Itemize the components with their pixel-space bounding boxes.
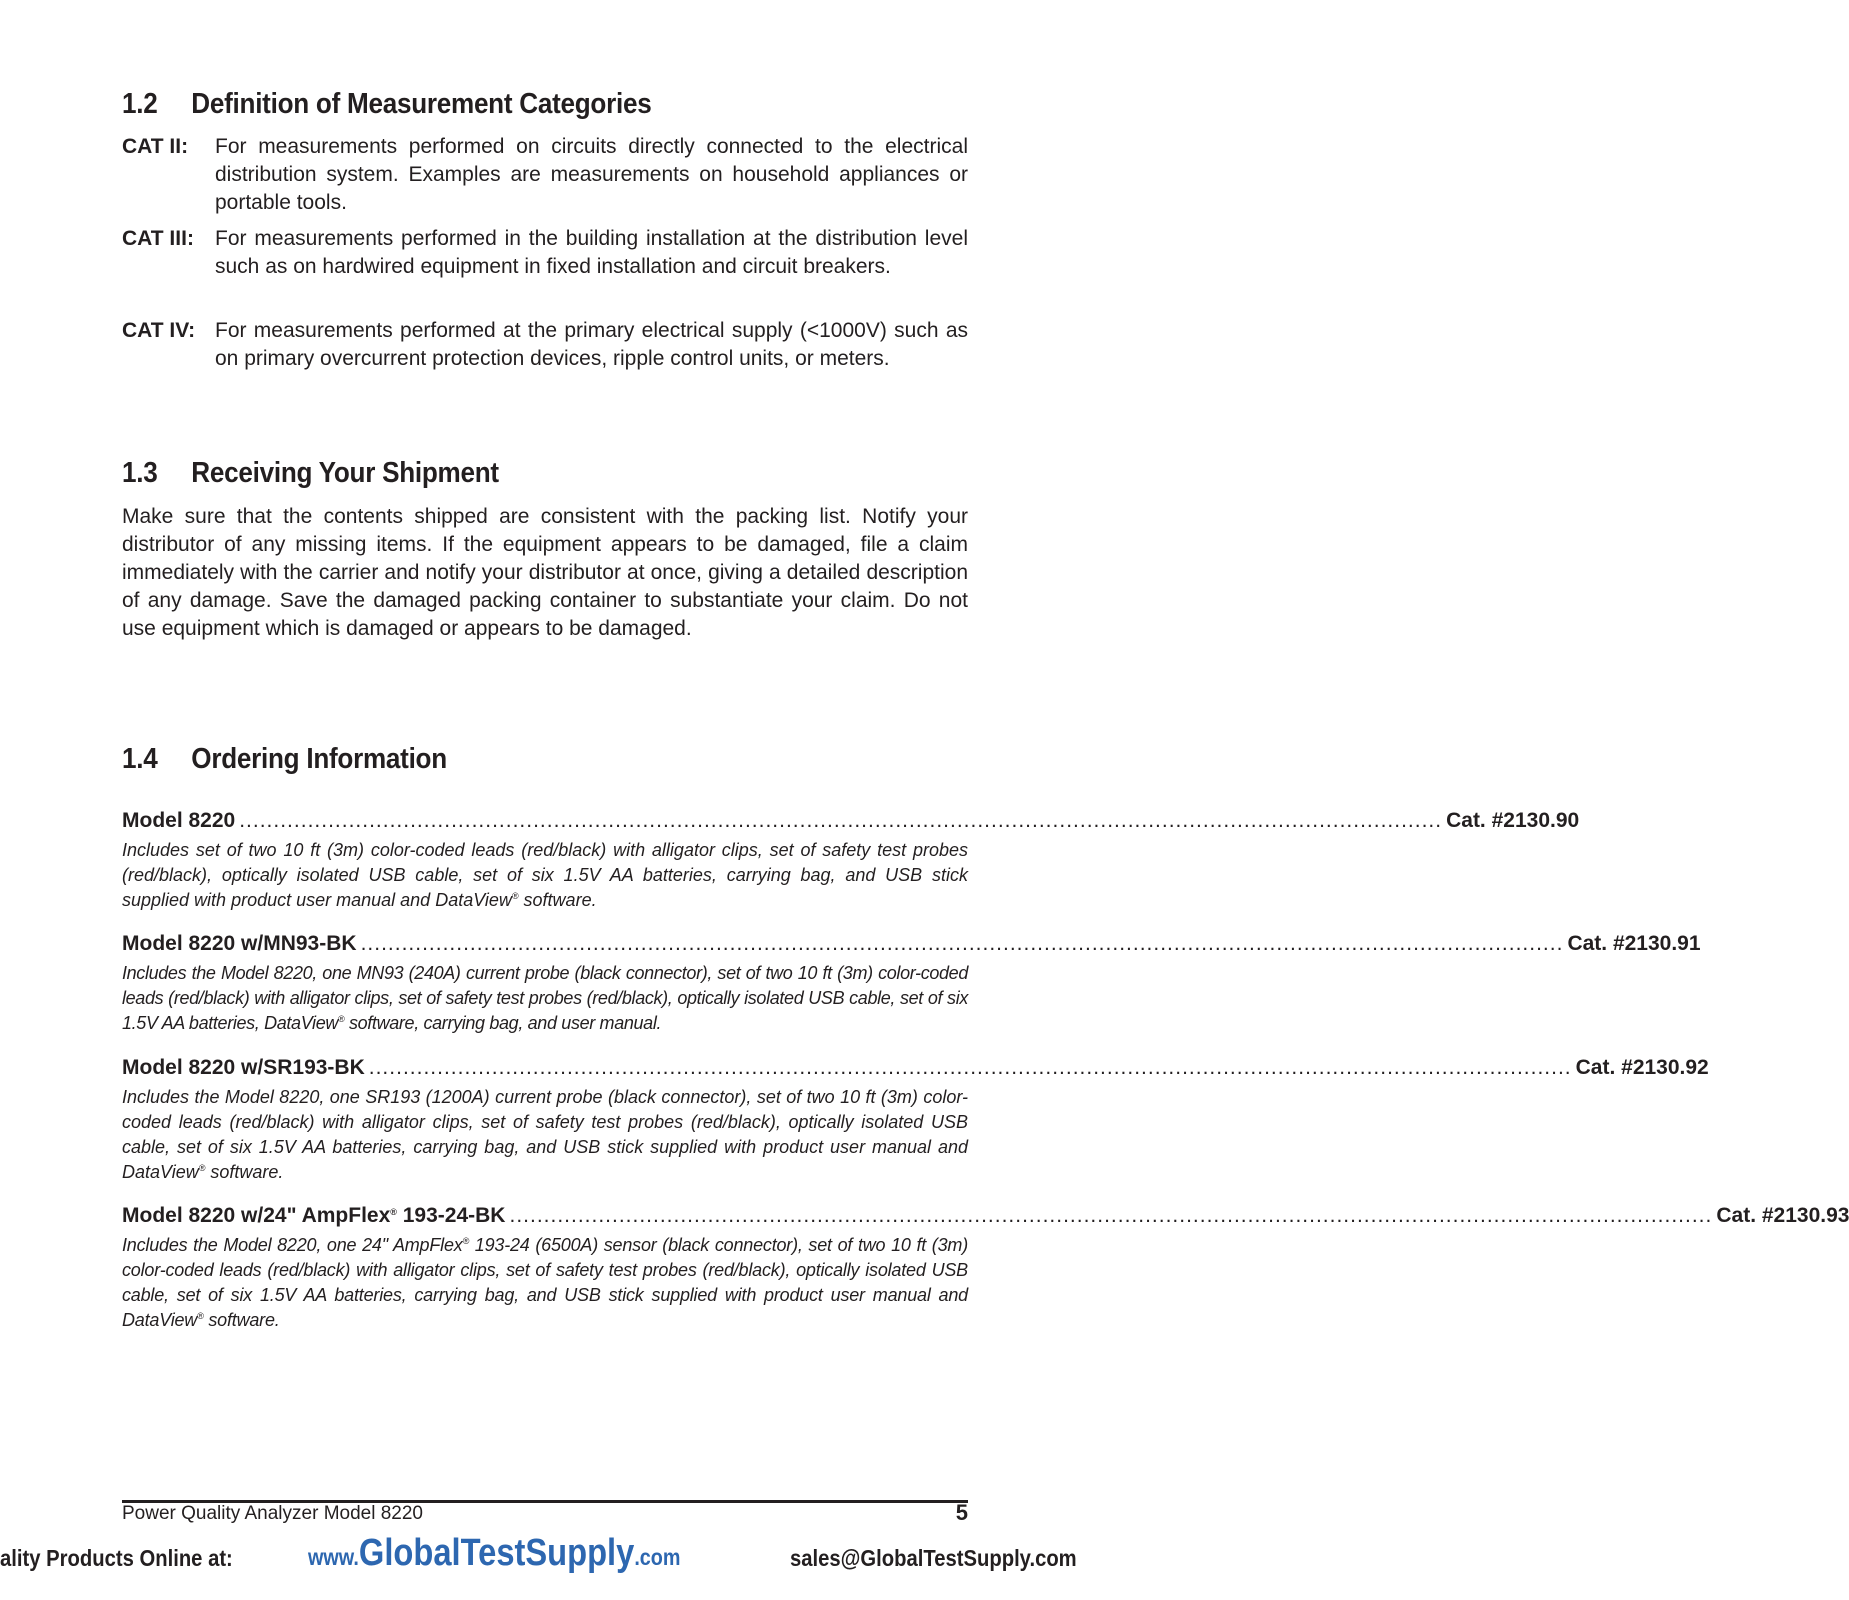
footer-title: Power Quality Analyzer Model 8220: [122, 1503, 423, 1524]
section-title: Ordering Information: [191, 743, 447, 775]
order-item-2130-93: [122, 1203, 1849, 1333]
order-item-2130-90: [122, 808, 1580, 913]
model-name: Model 8220 w/24" AmpFlex® 193-24-BK: [122, 1204, 506, 1227]
section-number: 1.2: [122, 88, 158, 120]
model-description: Includes set of two 10 ft (3m) color-coded leads (red/black) with alligator clips, set of safety test probes (red/black), optically isolated USB cable, set of six 1.5V AA batteries, carrying bag, and USB stick supplied with product user manual and DataView® software.: [122, 840, 968, 910]
catalog-number: Cat. #2130.91: [1567, 932, 1701, 955]
ad-banner-website-link[interactable]: www.GlobalTestSupply.com: [308, 1532, 681, 1574]
ad-banner-email-link[interactable]: sales@GlobalTestSupply.com: [790, 1545, 1077, 1571]
catalog-number: Cat. #2130.90: [1446, 809, 1580, 832]
leader-dots: [509, 1203, 1712, 1229]
cat-text: For measurements performed at the primary electrical supply (<1000V) such as on primary overcurrent protection devices, ripple control units, or meters.: [215, 319, 968, 370]
model-description: Includes the Model 8220, one SR193 (1200A) current probe (black connector), set of two 10 ft (3m) color-coded leads (red/black) with alligator clips, set of safety test probes (red/black), optically isolated USB cable, set of six 1.5V AA batteries, carrying bag, and USB stick supplied with product user manual and DataView® software.: [122, 1087, 968, 1182]
registered-mark: ®: [198, 1163, 206, 1173]
cat-text: For measurements performed in the building installation at the distribution level such as on hardwired equipment in fixed installation and circuit breakers.: [215, 227, 968, 278]
cat-label: CAT III:: [122, 227, 194, 250]
registered-mark: ®: [197, 1311, 204, 1321]
cat-iii-definition: [122, 225, 968, 281]
order-item-2130-91: [122, 931, 1701, 1036]
registered-mark: ®: [390, 1207, 397, 1217]
cat-label: CAT IV:: [122, 319, 196, 342]
cat-label: CAT II:: [122, 135, 189, 158]
registered-mark: ®: [462, 1236, 470, 1246]
model-name: Model 8220 w/SR193-BK: [122, 1056, 365, 1079]
section-heading-1-4: [122, 743, 447, 776]
registered-mark: ®: [338, 1014, 345, 1024]
model-name: Model 8220: [122, 809, 236, 832]
cat-text: For measurements performed on circuits directly connected to the electrical distribution system. Examples are measurements on household appliances or portable tools.: [215, 135, 968, 214]
ad-banner-tagline: ality Products Online at:: [0, 1545, 233, 1571]
section-heading-1-3: [122, 457, 499, 490]
catalog-number: Cat. #2130.93: [1716, 1204, 1849, 1227]
section-number: 1.4: [122, 743, 158, 775]
section-number: 1.3: [122, 457, 158, 489]
section-title: Receiving Your Shipment: [191, 457, 499, 489]
catalog-number: Cat. #2130.92: [1575, 1056, 1709, 1079]
model-description: Includes the Model 8220, one MN93 (240A) current probe (black connector), set of two 10 ft (3m) color-coded leads (red/black) with alligator clips, set of safety test probes (red/black), optically isolated USB cable, set of six 1.5V AA batteries, DataView® software, carrying bag, and user manual.: [122, 963, 968, 1033]
leader-dots: [369, 1055, 1572, 1081]
order-item-2130-92: [122, 1055, 1709, 1185]
leader-dots: [239, 808, 1442, 834]
page-number: 5: [955, 1500, 968, 1525]
model-description: Includes the Model 8220, one 24" AmpFlex® 193-24 (6500A) sensor (black connector), set of two 10 ft (3m) color-coded leads (red/black) with alligator clips, set of safety test probes (red/black), optically isolated USB cable, set of six 1.5V AA batteries, carrying bag, and USB stick supplied with product user manual and DataView® software.: [122, 1235, 968, 1330]
registered-mark: ®: [511, 891, 519, 901]
cat-ii-definition: [122, 133, 968, 217]
section-title: Definition of Measurement Categories: [191, 88, 652, 120]
model-name: Model 8220 w/MN93-BK: [122, 932, 357, 955]
cat-iv-definition: [122, 317, 968, 373]
leader-dots: [361, 931, 1564, 957]
shipment-paragraph: Make sure that the contents shipped are consistent with the packing list. Notify your distributor of any missing items. If the equipment appears to be damaged, file a claim immediately with the carrier and notify your distributor at once, giving a detailed description of any damage. Save the damaged packing container to substantiate your claim. Do not use equipment which is damaged or appears to be damaged.: [122, 505, 968, 640]
section-heading-1-2: [122, 88, 651, 121]
